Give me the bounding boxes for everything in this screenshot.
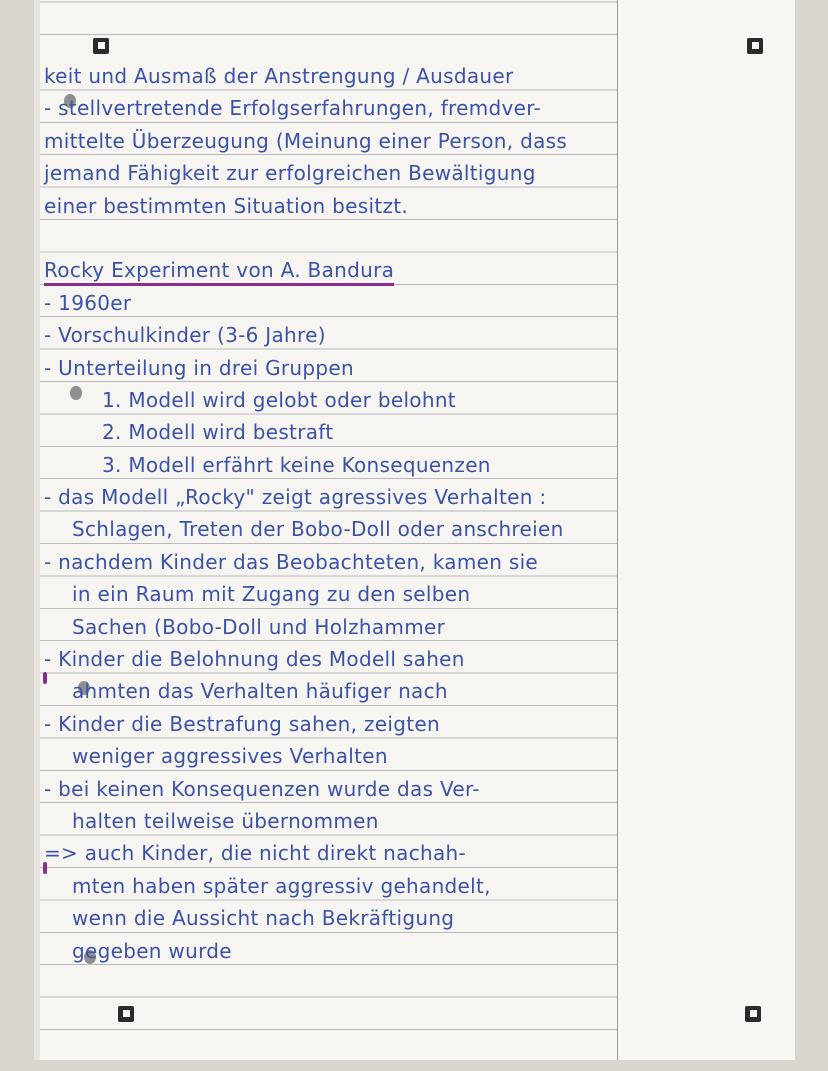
note-line: jemand Fähigkeit zur erfolgreichen Bewältigung [44, 161, 536, 186]
group-item: 2. Modell wird bestraft [102, 420, 334, 445]
note-line: halten teilweise übernommen [72, 808, 379, 833]
corner-marker-icon [93, 38, 109, 54]
note-line: ahmten das Verhalten häufiger nach [72, 679, 448, 704]
note-line: weniger aggressives Verhalten [72, 744, 388, 769]
page-edge [34, 0, 40, 1060]
note-line: keit und Ausmaß der Anstrengung / Ausdauer [44, 64, 514, 88]
right-margin-column [617, 0, 795, 1060]
note-line: - bei keinen Konsequenzen wurde das Ver- [44, 776, 480, 801]
note-item: - 1960er [44, 290, 132, 315]
group-item: 1. Modell wird gelobt oder belohnt [102, 387, 456, 412]
group-item: 3. Modell erfährt keine Konsequenzen [102, 452, 491, 477]
section-heading: Rocky Experiment von A. Bandura [44, 258, 395, 283]
note-line: wenn die Aussicht nach Bekräftigung [72, 906, 455, 931]
note-line: - stellvertretende Erfolgserfahrungen, fremdver- [44, 96, 542, 121]
corner-marker-icon [747, 38, 763, 54]
note-line: gegeben wurde [72, 938, 232, 963]
note-line: - nachdem Kinder das Beobachteten, kamen sie [44, 549, 539, 574]
corner-marker-icon [745, 1006, 761, 1022]
note-line: in ein Raum mit Zugang zu den selben [72, 582, 471, 607]
note-line: mittelte Überzeugung (Meinung einer Person, dass [44, 128, 568, 153]
note-item: - Vorschulkinder (3-6 Jahre) [44, 323, 326, 348]
corner-marker-icon [118, 1006, 134, 1022]
note-line: einer bestimmten Situation besitzt. [44, 193, 409, 218]
handwritten-notes [44, 60, 619, 967]
note-line: mten haben später aggressiv gehandelt, [72, 873, 491, 898]
note-line: => auch Kinder, die nicht direkt nachah- [44, 841, 467, 866]
blank-line [44, 222, 619, 254]
note-line: Schlagen, Treten der Bobo-Doll oder anschreien [72, 517, 564, 542]
note-item: - Unterteilung in drei Gruppen [44, 355, 354, 380]
note-line: - Kinder die Belohnung des Modell sahen [44, 647, 465, 672]
note-line: - Kinder die Bestrafung sahen, zeigten [44, 711, 440, 736]
note-line: Sachen (Bobo-Doll und Holzhammer [72, 614, 446, 639]
note-line: - das Modell „Rocky" zeigt agressives Verhalten : [44, 485, 547, 510]
